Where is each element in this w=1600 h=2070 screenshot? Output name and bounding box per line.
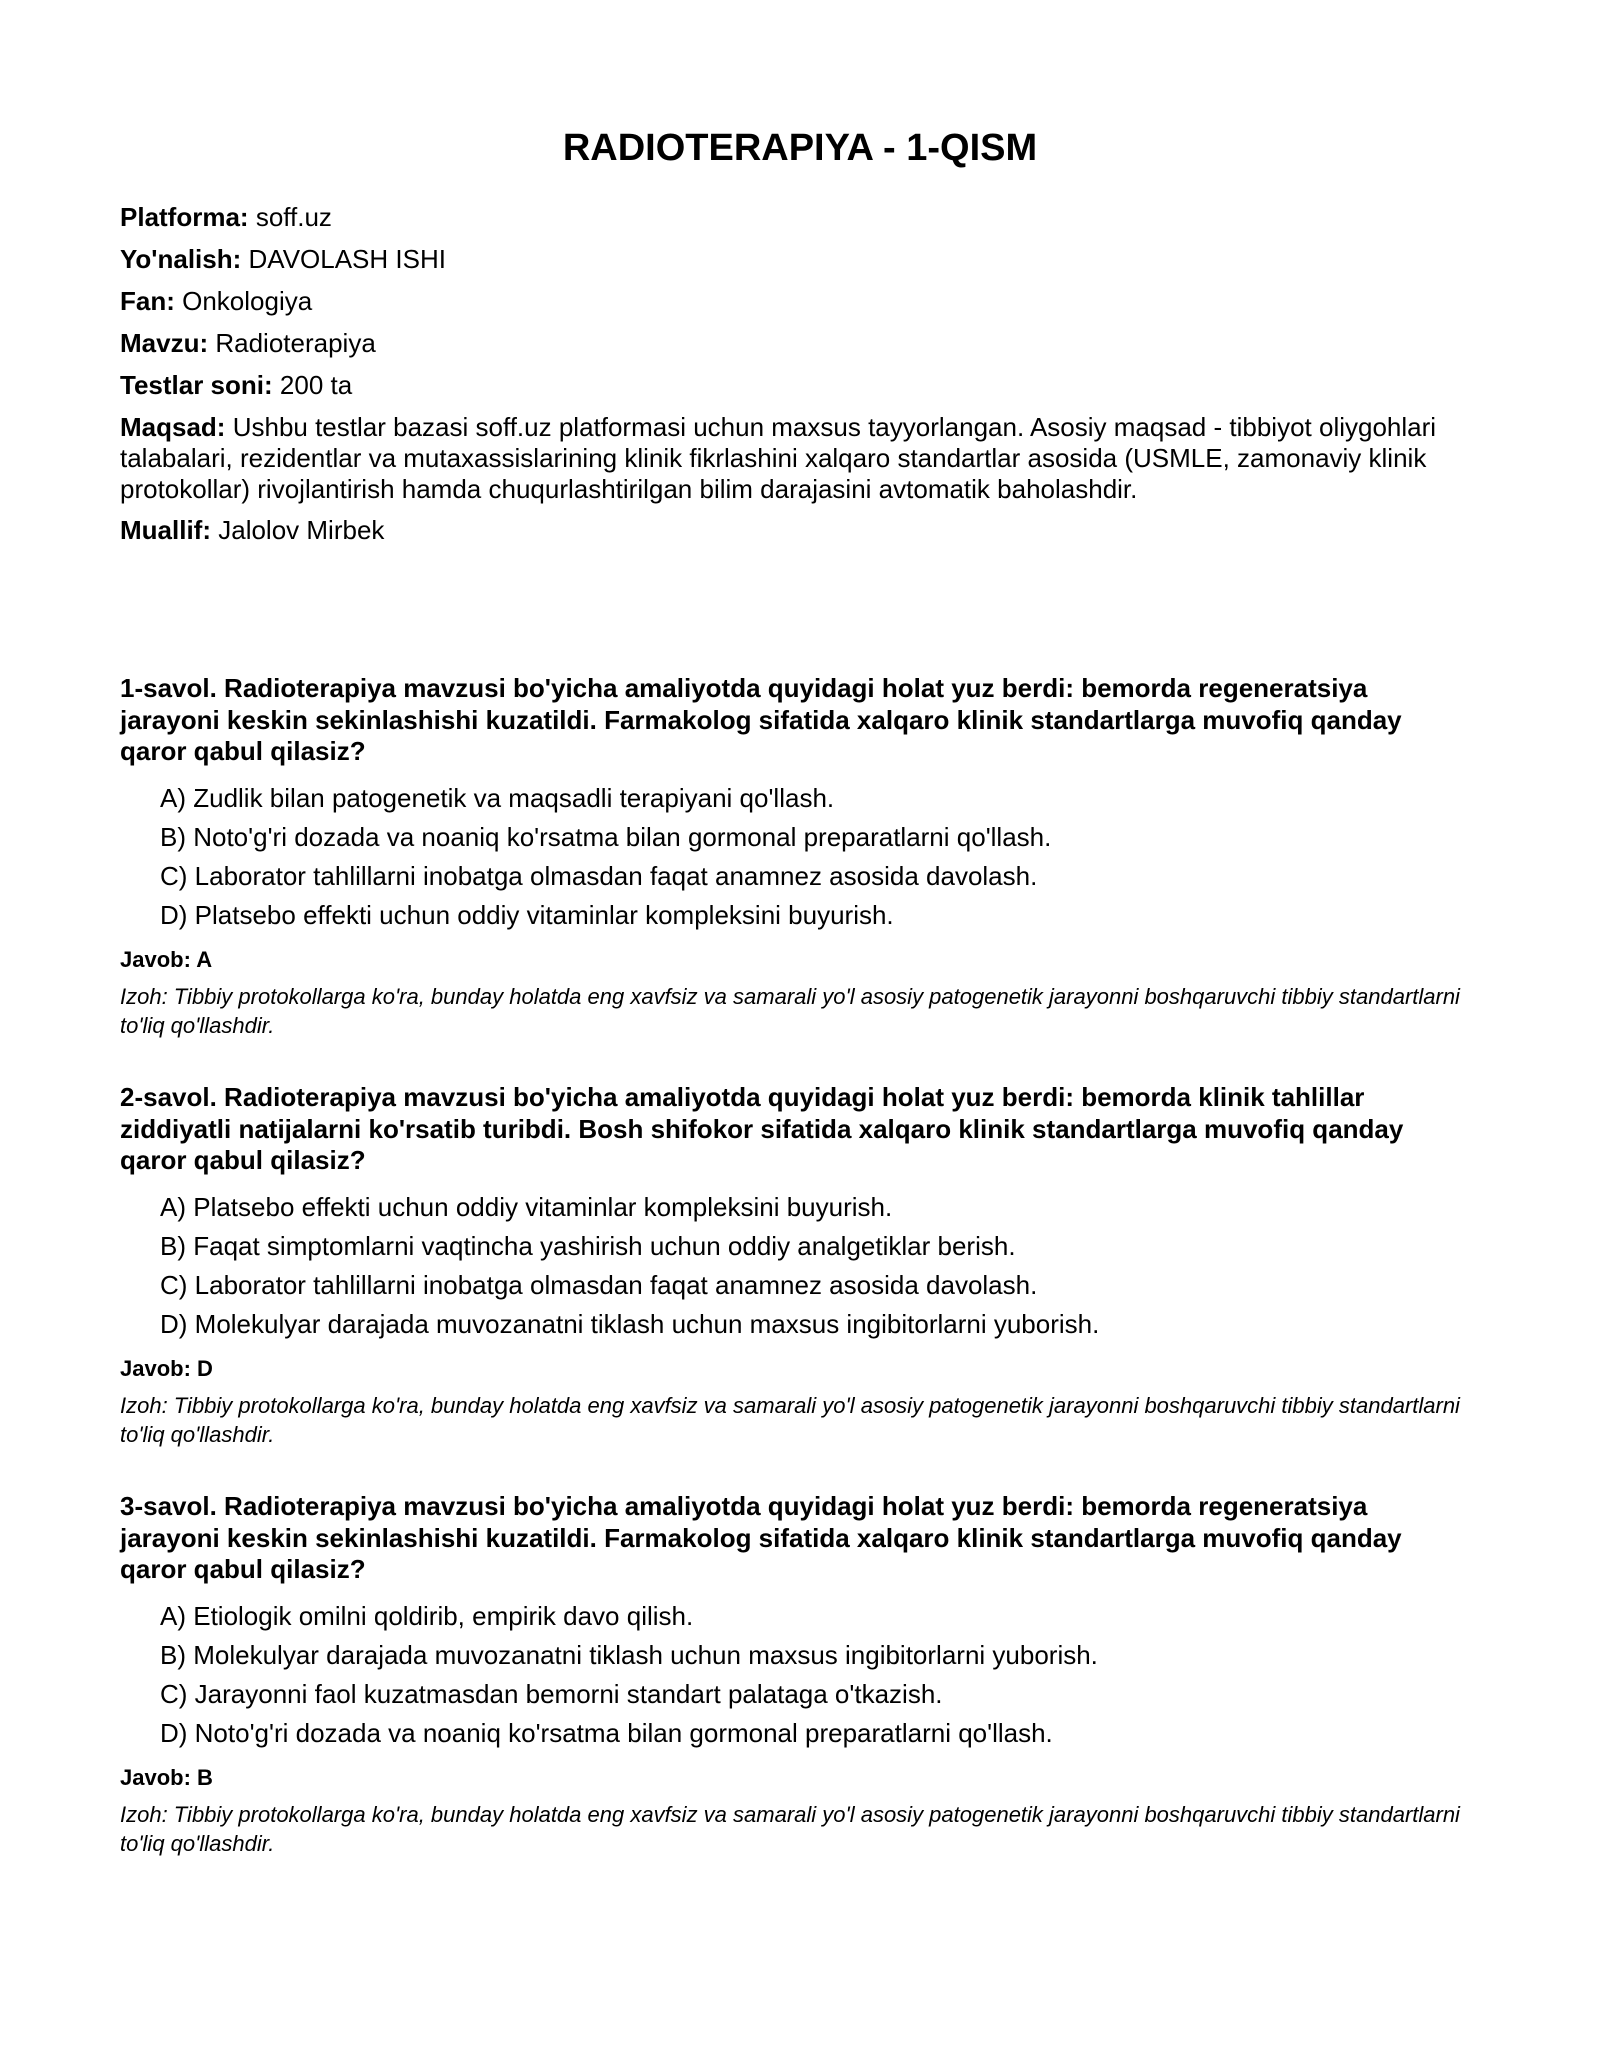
meta-platform [120, 202, 1460, 233]
meta-topic-value: Radioterapiya [215, 328, 376, 358]
answer-option-b: B) Faqat simptomlarni vaqtincha yashirish uchun oddiy analgetiklar berish. [160, 1230, 1016, 1261]
meta-direction-value: DAVOLASH ISHI [248, 244, 446, 274]
question-text: 2-savol. Radioterapiya mavzusi bo'yicha amaliyotda quyidagi holat yuz berdi: bemorda klinik tahlillar ziddiyatli natijalarni ko'rsatib turibdi. Bosh shifokor sifatida xalqaro klinik standartlarga muvofiq qanday qaror qabul qilasiz? [120, 1082, 1404, 1175]
question-2 [120, 1082, 1460, 1450]
answer-option-c: C) Jarayonni faol kuzatmasdan bemorni standart palataga o'tkazish. [160, 1678, 943, 1709]
meta-subject-label: Fan: [120, 286, 175, 316]
answer-option-d: D) Molekulyar darajada muvozanatni tiklash uchun maxsus ingibitorlarni yuborish. [160, 1308, 1100, 1339]
meta-subject [120, 286, 1460, 317]
meta-topic [120, 328, 1460, 359]
meta-subject-value: Onkologiya [182, 286, 313, 316]
meta-direction [120, 244, 1460, 275]
answer-option-b: B) Molekulyar darajada muvozanatni tiklash uchun maxsus ingibitorlarni yuborish. [160, 1639, 1098, 1670]
meta-test-count-value: 200 ta [279, 370, 353, 400]
answer-explanation: Izoh: Tibbiy protokollarga ko'ra, bunday holatda eng xavfsiz va samarali yo'l asosiy patogenetik jarayonni boshqaruvchi tibbiy standartlarni to'liq qo'llashdir. [120, 983, 1460, 1038]
meta-test-count [120, 370, 1460, 401]
correct-answer: Javob: D [120, 1355, 213, 1381]
meta-test-count-label: Testlar soni: [120, 370, 273, 400]
meta-goal-value: Ushbu testlar bazasi soff.uz platformasi uchun maxsus tayyorlangan. Asosiy maqsad - tibbiyot oliygohlari talabalari, rezidentlar va mutaxassislarining klinik fikrlashini xalqaro standartlar asosida (USMLE, zamonaviy klinik protokollar) rivojlantirish hamda chuqurlashtirilgan bilim darajasini avtomatik baholashdir. [120, 412, 1437, 504]
question-text: 1-savol. Radioterapiya mavzusi bo'yicha amaliyotda quyidagi holat yuz berdi: bemorda regeneratsiya jarayoni keskin sekinlashishi kuzatildi. Farmakolog sifatida xalqaro klinik standartlarga muvofiq qanday qaror qabul qilasiz? [120, 673, 1402, 766]
meta-platform-label: Platforma: [120, 202, 249, 232]
meta-platform-value: soff.uz [255, 202, 332, 232]
question-text: 3-savol. Radioterapiya mavzusi bo'yicha amaliyotda quyidagi holat yuz berdi: bemorda regeneratsiya jarayoni keskin sekinlashishi kuzatildi. Farmakolog sifatida xalqaro klinik standartlarga muvofiq qanday qaror qabul qilasiz? [120, 1491, 1402, 1584]
answer-option-c: C) Laborator tahlillarni inobatga olmasdan faqat anamnez asosida davolash. [160, 860, 1038, 891]
question-3 [120, 1491, 1460, 1859]
answer-option-a: A) Etiologik omilni qoldirib, empirik davo qilish. [160, 1600, 694, 1631]
meta-direction-label: Yo'nalish: [120, 244, 242, 274]
meta-goal [120, 412, 1460, 505]
correct-answer: Javob: A [120, 946, 213, 972]
meta-topic-label: Mavzu: [120, 328, 209, 358]
answer-option-b: B) Noto'g'ri dozada va noaniq ko'rsatma bilan gormonal preparatlarni qo'llash. [160, 821, 1052, 852]
answer-option-a: A) Platsebo effekti uchun oddiy vitaminlar kompleksini buyurish. [160, 1191, 893, 1222]
answer-option-d: D) Platsebo effekti uchun oddiy vitaminlar kompleksini buyurish. [160, 899, 894, 930]
document-meta [120, 202, 1460, 557]
meta-author-value: Jalolov Mirbek [218, 515, 385, 545]
meta-goal-label: Maqsad: [120, 412, 226, 442]
question-1 [120, 673, 1460, 1041]
answer-explanation: Izoh: Tibbiy protokollarga ko'ra, bunday holatda eng xavfsiz va samarali yo'l asosiy patogenetik jarayonni boshqaruvchi tibbiy standartlarni to'liq qo'llashdir. [120, 1801, 1460, 1856]
answer-explanation: Izoh: Tibbiy protokollarga ko'ra, bunday holatda eng xavfsiz va samarali yo'l asosiy patogenetik jarayonni boshqaruvchi tibbiy standartlarni to'liq qo'llashdir. [120, 1392, 1460, 1447]
meta-author-label: Muallif: [120, 515, 211, 545]
answer-option-d: D) Noto'g'ri dozada va noaniq ko'rsatma bilan gormonal preparatlarni qo'llash. [160, 1717, 1053, 1748]
document-title: RADIOTERAPIYA - 1-QISM [562, 127, 1038, 169]
answer-option-a: A) Zudlik bilan patogenetik va maqsadli terapiyani qo'llash. [160, 782, 835, 813]
meta-author [120, 515, 1460, 546]
answer-option-c: C) Laborator tahlillarni inobatga olmasdan faqat anamnez asosida davolash. [160, 1269, 1038, 1300]
correct-answer: Javob: B [120, 1764, 213, 1790]
